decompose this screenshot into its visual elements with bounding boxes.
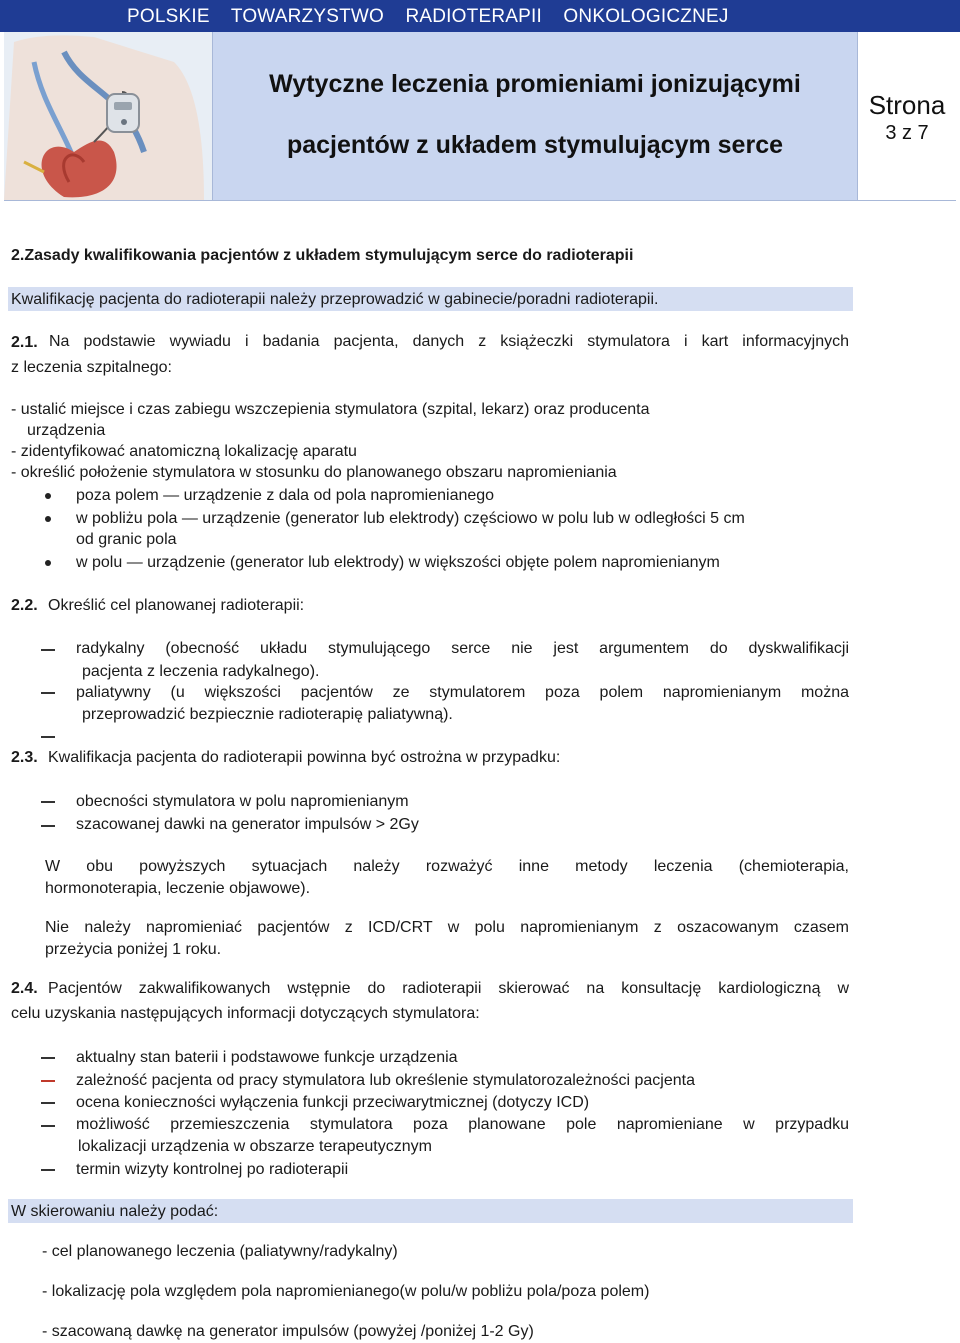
- section-heading: 2.Zasady kwalifikowania pacjentów z układem stymulującym serce do radioterapii: [11, 247, 634, 264]
- s24-number: 2.4.: [11, 980, 38, 997]
- intro-text: Kwalifikację pacjenta do radioterapii należy przeprowadzić w gabinecie/poradni radioterapii.: [11, 291, 659, 308]
- page-number: 3 z 7: [885, 122, 929, 144]
- document-title: [212, 32, 858, 200]
- s24-item4: możliwość przemieszczenia stymulatora poza planowane pole napromieniane w przypadku: [76, 1116, 849, 1133]
- dash-icon: [41, 801, 55, 803]
- title-line-1: Wytyczne leczenia promieniami jonizującymi: [269, 70, 801, 98]
- s21-bullet1: poza polem — urządzenie z dala od pola napromienianego: [76, 487, 495, 504]
- referral-heading: W skierowaniu należy podać:: [11, 1203, 219, 1220]
- s22-item2: paliatywny (u większości pacjentów ze stymulatorem poza polem napromienianym można: [76, 684, 849, 701]
- s21-line2: z leczenia szpitalnego:: [11, 359, 172, 376]
- s21-item3: - określić położenie stymulatora w stosunku do planowanego obszaru napromieniania: [11, 464, 617, 481]
- dash-icon: [41, 649, 55, 651]
- s21-line1: Na podstawie wywiadu i badania pacjenta, danych z książeczki stymulatora i kart informacyjnych: [49, 333, 849, 350]
- bullet-icon: [45, 560, 51, 566]
- bullet-icon: [45, 493, 51, 499]
- bullet-icon: [45, 516, 51, 522]
- dash-icon: [41, 1057, 55, 1059]
- s23-para1-cont: hormonoterapia, leczenie objawowe).: [45, 880, 311, 897]
- s24-item3: ocena konieczności wyłączenia funkcji przeciwarytmicznej (dotyczy ICD): [76, 1094, 590, 1111]
- s23-item1: obecności stymulatora w polu napromienianym: [76, 793, 409, 810]
- s22-heading: Określić cel planowanej radioterapii:: [48, 597, 305, 614]
- org-name: POLSKIE TOWARZYSTWO RADIOTERAPII ONKOLOGICZNEJ: [127, 6, 729, 27]
- s23-item2: szacowanej dawki na generator impulsów > 2Gy: [76, 816, 419, 833]
- s21-item1: - ustalić miejsce i czas zabiegu wszczepienia stymulatora (szpital, lekarz) oraz producenta: [11, 401, 650, 418]
- s21-bullet3: w polu — urządzenie (generator lub elektrody) w większości objęte polem napromienianym: [76, 554, 720, 571]
- s21-number: 2.1.: [11, 334, 38, 351]
- s24-item4-cont: lokalizacji urządzenia w obszarze terapeutycznym: [78, 1138, 432, 1155]
- pacemaker-heart-illustration: [4, 32, 212, 200]
- s24-line1: Pacjentów zakwalifikowanych wstępnie do radioterapii skierować na konsultację kardiologiczną w: [48, 980, 849, 997]
- dash-icon: [41, 825, 55, 827]
- dash-icon: [41, 1125, 55, 1127]
- s21-bullet2: w pobliżu pola — urządzenie (generator lub elektrody) częściowo w polu lub w odległości 5 cm: [76, 510, 745, 527]
- s21-item2: - zidentyfikować anatomiczną lokalizację aparatu: [11, 443, 357, 460]
- referral-item1: - cel planowanego leczenia (paliatywny/radykalny): [42, 1243, 398, 1260]
- page-indicator: [857, 32, 957, 200]
- referral-item3: - szacowaną dawkę na generator impulsów (powyżej /poniżej 1-2 Gy): [42, 1323, 534, 1340]
- s24-item5: termin wizyty kontrolnej po radioterapii: [76, 1161, 349, 1178]
- dash-icon: [41, 1102, 55, 1104]
- s24-item2: zależność pacjenta od pracy stymulatora lub określenie stymulatorozależności pacjenta: [76, 1072, 695, 1089]
- title-line-2: pacjentów z układem stymulującym serce: [286, 131, 784, 159]
- dash-icon: [41, 736, 55, 738]
- s22-number: 2.2.: [11, 597, 38, 614]
- s23-para2: Nie należy napromieniać pacjentów z ICD/CRT w polu napromienianym z oszacowanym czasem: [45, 919, 849, 936]
- s22-item1: radykalny (obecność układu stymulującego serce nie jest argumentem do dyskwalifikacji: [76, 640, 849, 657]
- s21-item1-cont: urządzenia: [27, 422, 106, 439]
- s23-number: 2.3.: [11, 749, 38, 766]
- s23-para2-cont: przeżycia poniżej 1 roku.: [45, 941, 222, 958]
- s23-para1: W obu powyższych sytuacjach należy rozważyć inne metody leczenia (chemioterapia,: [45, 858, 849, 875]
- dash-icon: [41, 1169, 55, 1171]
- dash-icon: [41, 1080, 55, 1082]
- org-banner: [0, 0, 960, 32]
- s24-line2: celu uzyskania następujących informacji dotyczących stymulatora:: [11, 1005, 480, 1022]
- s22-item2-cont: przeprowadzić bezpiecznie radioterapię paliatywną).: [82, 706, 453, 723]
- header-divider: [4, 200, 956, 201]
- referral-item2: - lokalizację pola względem pola napromienianego(w polu/w pobliżu pola/poza polem): [42, 1283, 650, 1300]
- s22-item1-cont: pacjenta z leczenia radykalnego).: [82, 663, 320, 680]
- page-label: Strona: [868, 90, 946, 120]
- s21-bullet2-cont: od granic pola: [76, 531, 177, 548]
- s24-item1: aktualny stan baterii i podstawowe funkcje urządzenia: [76, 1049, 458, 1066]
- dash-icon: [41, 692, 55, 694]
- s23-heading: Kwalifikacja pacjenta do radioterapii powinna być ostrożna w przypadku:: [48, 749, 561, 766]
